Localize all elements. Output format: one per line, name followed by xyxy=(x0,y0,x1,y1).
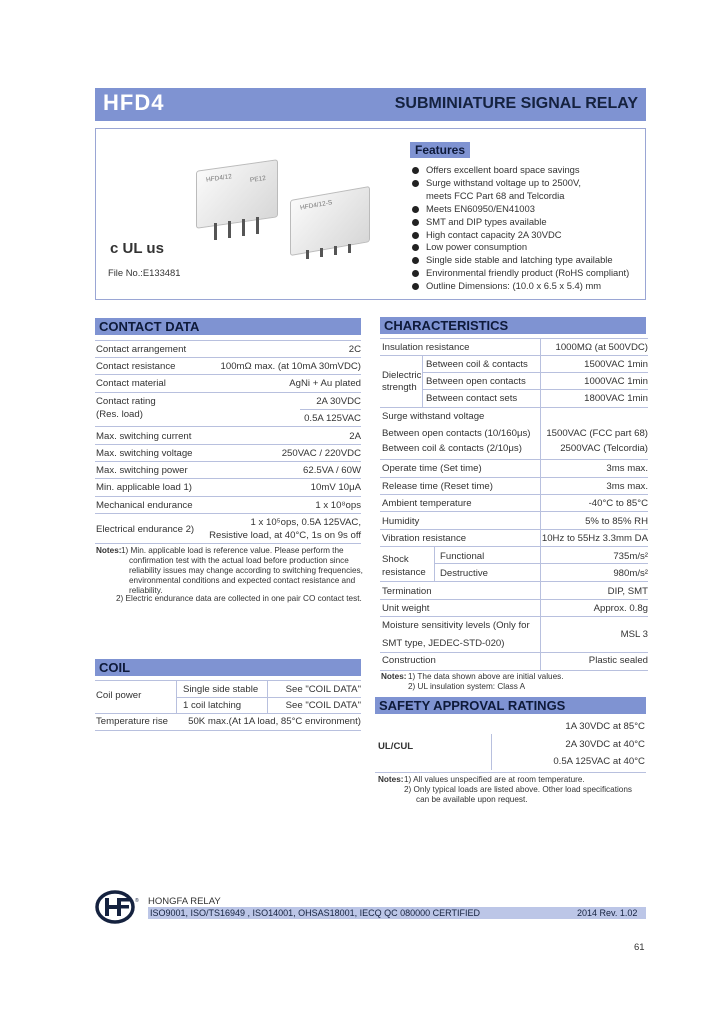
contact-resistance-value: 100mΩ max. (at 10mA 30mVDC) xyxy=(220,361,361,372)
contact-material-label: Contact material xyxy=(96,378,166,389)
coil-value-single: See "COIL DATA" xyxy=(285,684,361,695)
coil-heading: COIL xyxy=(95,659,361,676)
surge-coil-contacts-value: 2500VAC (Telcordia) xyxy=(560,443,648,454)
coil-value-latching: See "COIL DATA" xyxy=(285,700,361,711)
revision-text: 2014 Rev. 1.02 xyxy=(577,908,638,918)
feature-item: Single side stable and latching type available xyxy=(412,254,642,267)
shock-functional-value: 735m/s² xyxy=(613,551,648,562)
max-voltage-label: Max. switching voltage xyxy=(96,448,193,459)
feature-item: meets FCC Part 68 and Telcordia xyxy=(426,189,565,201)
model-title: HFD4 xyxy=(103,90,165,115)
shock-functional-label: Functional xyxy=(440,551,485,562)
safety-rating-3: 0.5A 125VAC at 40°C xyxy=(553,756,645,767)
shock-label-2: resistance xyxy=(382,567,426,578)
dielectric-open-contacts-label: Between open contacts xyxy=(426,376,526,387)
surge-open-contacts-label: Between open contacts (10/160μs) xyxy=(382,428,531,439)
surge-open-contacts-value: 1500VAC (FCC part 68) xyxy=(546,428,648,439)
company-name: HONGFA RELAY xyxy=(148,896,221,907)
ambient-temperature-value: -40°C to 85°C xyxy=(588,498,648,509)
dielectric-contact-sets-label: Between contact sets xyxy=(426,393,518,404)
contact-arrangement-value: 2C xyxy=(348,344,361,355)
dielectric-contact-sets-value: 1800VAC 1min xyxy=(584,393,648,404)
product-subtitle: SUBMINIATURE SIGNAL RELAY xyxy=(394,95,638,112)
dielectric-label-2: strength xyxy=(382,382,417,393)
moisture-label: Moisture sensitivity levels (Only for xyxy=(382,620,530,631)
unit-weight-value: Approx. 0.8g xyxy=(593,603,648,614)
hongfa-logo-icon xyxy=(95,890,145,924)
release-time-label: Release time (Reset time) xyxy=(382,481,493,492)
contact-rating-label-2: (Res. load) xyxy=(96,409,143,420)
feature-item: Low power consumption xyxy=(412,241,642,254)
electrical-endurance-value: 1 x 10⁵ops, 0.5A 125VAC, xyxy=(250,517,361,528)
vibration-value: 10Hz to 55Hz 3.3mm DA xyxy=(541,533,648,544)
safety-rating-2: 2A 30VDC at 40°C xyxy=(565,739,645,750)
electrical-endurance-label: Electrical endurance 2) xyxy=(96,524,195,535)
coil-type-single: Single side stable xyxy=(183,684,259,695)
ul-certification-mark: c UL us xyxy=(110,240,164,257)
surge-coil-contacts-label: Between coil & contacts (2/10μs) xyxy=(382,443,522,454)
max-current-value: 2A xyxy=(349,431,361,442)
feature-item: Offers excellent board space savings xyxy=(412,164,642,177)
svg-text:®: ® xyxy=(135,898,139,904)
feature-item: Meets EN60950/EN41003 xyxy=(412,203,642,216)
bullet-icon xyxy=(412,257,419,264)
feature-item: Environmental friendly product (RoHS compliant) xyxy=(412,267,642,280)
bullet-icon xyxy=(412,232,419,239)
dielectric-coil-contacts-label: Between coil & contacts xyxy=(426,359,528,370)
safety-rating-1: 1A 30VDC at 85°C xyxy=(565,721,645,732)
max-power-label: Max. switching power xyxy=(96,465,188,476)
mechanical-endurance-label: Mechanical endurance xyxy=(96,500,193,511)
ambient-temperature-label: Ambient temperature xyxy=(382,498,472,509)
termination-label: Termination xyxy=(382,586,432,597)
termination-value: DIP, SMT xyxy=(607,586,648,597)
contact-arrangement-label: Contact arrangement xyxy=(96,344,187,355)
coil-type-latching: 1 coil latching xyxy=(183,700,242,711)
bullet-icon xyxy=(412,180,419,187)
dielectric-coil-contacts-value: 1500VAC 1min xyxy=(584,359,648,370)
relay-label-code: PE12 xyxy=(249,174,267,185)
feature-item: SMT and DIP types available xyxy=(412,216,642,229)
bullet-icon xyxy=(412,219,419,226)
release-time-value: 3ms max. xyxy=(606,481,648,492)
shock-label: Shock xyxy=(382,554,409,565)
bullet-icon xyxy=(412,167,419,174)
shock-destructive-label: Destructive xyxy=(440,568,488,579)
contact-resistance-label: Contact resistance xyxy=(96,361,176,372)
max-current-label: Max. switching current xyxy=(96,431,192,442)
vibration-label: Vibration resistance xyxy=(382,533,467,544)
mechanical-endurance-value: 1 x 10⁸ops xyxy=(315,500,361,511)
bullet-icon xyxy=(412,283,419,290)
characteristics-heading: CHARACTERISTICS xyxy=(380,317,646,334)
contact-data-heading: CONTACT DATA xyxy=(95,318,361,335)
file-number: File No.:E133481 xyxy=(108,267,181,278)
max-power-value: 62.5VA / 60W xyxy=(303,465,361,476)
ul-cul-label: UL/CUL xyxy=(378,741,414,752)
operate-time-label: Operate time (Set time) xyxy=(382,463,482,474)
temperature-rise-label: Temperature rise xyxy=(96,716,168,727)
features-heading: Features xyxy=(410,142,470,158)
unit-weight-label: Unit weight xyxy=(382,603,430,614)
min-load-label: Min. applicable load 1) xyxy=(96,482,192,493)
relay-label-dip: HFD4/12 xyxy=(205,173,233,184)
contact-rating-value: 2A 30VDC xyxy=(316,396,361,407)
contact-rating-value-2: 0.5A 125VAC xyxy=(304,413,361,424)
shock-destructive-value: 980m/s² xyxy=(613,568,648,579)
construction-label: Construction xyxy=(382,655,436,666)
humidity-label: Humidity xyxy=(382,516,420,527)
safety-heading: SAFETY APPROVAL RATINGS xyxy=(375,697,646,714)
bullet-icon xyxy=(412,270,419,277)
electrical-endurance-value-2: Resistive load, at 40°C, 1s on 9s off xyxy=(209,530,361,541)
title-bar xyxy=(95,88,646,121)
page-number: 61 xyxy=(634,942,645,953)
temperature-rise-value: 50K max.(At 1A load, 85°C environment) xyxy=(188,716,361,727)
moisture-label-2: SMT type, JEDEC-STD-020) xyxy=(382,638,505,649)
bullet-icon xyxy=(412,244,419,251)
max-voltage-value: 250VAC / 220VDC xyxy=(281,448,361,459)
dielectric-open-contacts-value: 1000VAC 1min xyxy=(584,376,648,387)
bullet-icon xyxy=(412,206,419,213)
features-list xyxy=(412,164,642,293)
insulation-label: Insulation resistance xyxy=(382,342,470,353)
certification-text: ISO9001, ISO/TS16949 , ISO14001, OHSAS18001, IECQ QC 080000 CERTIFIED xyxy=(150,908,481,918)
feature-item: Surge withstand voltage up to 2500V, xyxy=(412,177,642,190)
feature-item: High contact capacity 2A 30VDC xyxy=(412,229,642,242)
min-load-value: 10mV 10μA xyxy=(310,482,361,493)
operate-time-value: 3ms max. xyxy=(606,463,648,474)
contact-material-value: AgNi + Au plated xyxy=(289,378,361,389)
surge-label: Surge withstand voltage xyxy=(382,411,485,422)
humidity-value: 5% to 85% RH xyxy=(585,516,648,527)
contact-rating-label: Contact rating xyxy=(96,396,156,407)
relay-label-smt: HFD4/12-S xyxy=(299,199,333,212)
feature-item: Outline Dimensions: (10.0 x 6.5 x 5.4) mm xyxy=(412,280,642,293)
dielectric-label: Dielectric xyxy=(382,370,422,381)
moisture-value: MSL 3 xyxy=(620,629,648,640)
insulation-value: 1000MΩ (at 500VDC) xyxy=(555,342,648,353)
coil-power-label: Coil power xyxy=(96,690,142,701)
construction-value: Plastic sealed xyxy=(588,655,648,666)
